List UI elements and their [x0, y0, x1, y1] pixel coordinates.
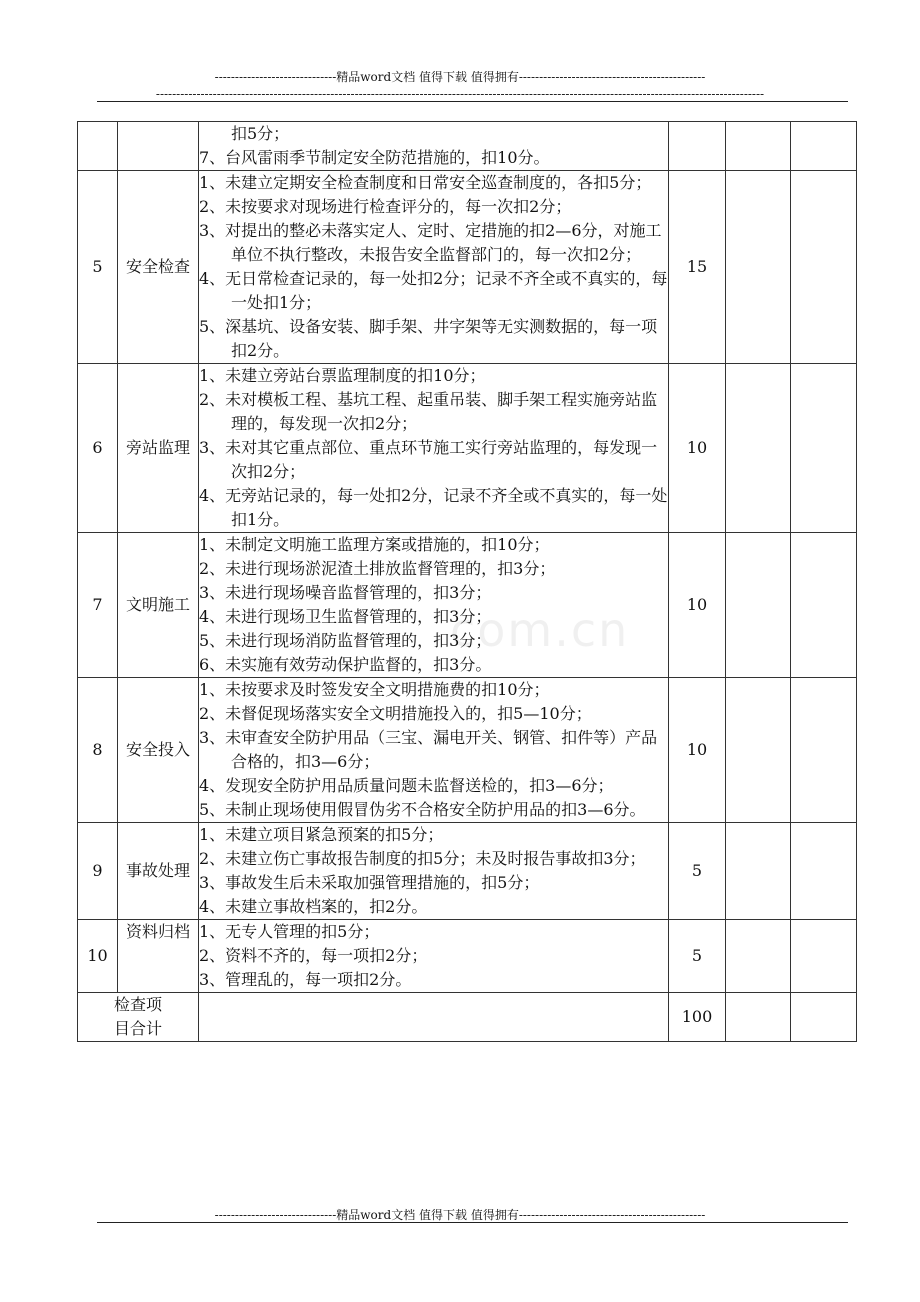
row-item: 资料归档: [118, 920, 199, 993]
row-score: 5: [669, 920, 726, 993]
row-item: 安全投入: [118, 678, 199, 823]
criteria-line: 4、无旁站记录的，每一处扣2分，记录不齐全或不真实的，每一处扣1分。: [199, 486, 668, 529]
blank-cell: [791, 364, 857, 533]
row-item: 安全检查: [118, 171, 199, 364]
blank-cell: [199, 993, 669, 1042]
row-criteria: [199, 122, 669, 171]
row-criteria: [199, 364, 669, 533]
criteria-line: 1、无专人管理的扣5分；: [199, 922, 380, 941]
criteria-line: 4、发现安全防护用品质量问题未监督送检的，扣3—6分；: [199, 776, 614, 795]
criteria-line: 2、未对模板工程、基坑工程、起重吊装、脚手架工程实施旁站监理的，每发现一次扣2分；: [199, 390, 658, 433]
row-number: 9: [78, 823, 118, 920]
criteria-line: 3、未对其它重点部位、重点环节施工实行旁站监理的，每发现一次扣2分；: [199, 438, 658, 481]
row-score: 5: [669, 823, 726, 920]
criteria-line: 3、未进行现场噪音监督管理的，扣3分；: [199, 583, 492, 602]
criteria-line: 3、事故发生后未采取加强管理措施的，扣5分；: [199, 873, 540, 892]
criteria-line: 1、未建立旁站台票监理制度的扣10分；: [199, 366, 486, 385]
row-number: 10: [78, 920, 118, 993]
row-criteria: [199, 678, 669, 823]
row-number: 5: [78, 171, 118, 364]
row-criteria: [199, 920, 669, 993]
criteria-line: 2、未督促现场落实安全文明措施投入的，扣5—10分；: [199, 704, 592, 723]
blank-cell: [726, 993, 791, 1042]
inspection-score-table: [77, 121, 857, 1042]
blank-cell: [791, 533, 857, 678]
table-row: [78, 122, 857, 171]
total-row: [78, 993, 857, 1042]
criteria-line: 扣5分；: [231, 124, 290, 143]
blank-cell: [791, 823, 857, 920]
blank-cell: [726, 533, 791, 678]
criteria-line: 3、管理乱的，每一项扣2分。: [199, 970, 412, 989]
blank-cell: [726, 920, 791, 993]
criteria-line: 5、深基坑、设备安装、脚手架、井字架等无实测数据的，每一项扣2分。: [199, 317, 658, 360]
criteria-line: 2、资料不齐的，每一项扣2分；: [199, 946, 428, 965]
blank-cell: [791, 920, 857, 993]
row-number: 6: [78, 364, 118, 533]
criteria-line: 5、未制止现场使用假冒伪劣不合格安全防护用品的扣3—6分。: [199, 800, 646, 819]
row-criteria: [199, 823, 669, 920]
footer-line-1: ------------------------------精品word文档 值得下载 值得拥有----------------------------------------------: [214, 1208, 706, 1222]
criteria-line: 3、对提出的整必未落实定人、定时、定措施的扣2—6分，对施工单位不执行整改，未报告安全监督部门的，每一次扣2分；: [199, 221, 662, 264]
table-row: [78, 823, 857, 920]
criteria-line: 2、未进行现场淤泥渣土排放监督管理的，扣3分；: [199, 559, 556, 578]
row-item: [118, 122, 199, 171]
row-item: 旁站监理: [118, 364, 199, 533]
blank-cell: [726, 122, 791, 171]
criteria-line: 7、台风雷雨季节制定安全防范措施的，扣10分。: [199, 148, 550, 167]
row-number: 7: [78, 533, 118, 678]
criteria-line: 5、未进行现场消防监督管理的，扣3分；: [199, 631, 492, 650]
row-score: 10: [669, 364, 726, 533]
blank-cell: [726, 364, 791, 533]
blank-cell: [791, 122, 857, 171]
row-item: 事故处理: [118, 823, 199, 920]
row-score: 15: [669, 171, 726, 364]
blank-cell: [791, 678, 857, 823]
footer-rule: [97, 1222, 848, 1223]
blank-cell: [726, 678, 791, 823]
row-score: 10: [669, 678, 726, 823]
blank-cell: [791, 171, 857, 364]
row-score: 10: [669, 533, 726, 678]
criteria-line: 1、未建立定期安全检查制度和日常安全巡查制度的，各扣5分；: [199, 173, 652, 192]
row-score: [669, 122, 726, 171]
row-item: 文明施工: [118, 533, 199, 678]
criteria-line: 1、未建立项目紧急预案的扣5分；: [199, 825, 444, 844]
criteria-line: 3、未审查安全防护用品（三宝、漏电开关、钢管、扣件等）产品合格的，扣3—6分；: [199, 728, 658, 771]
table-row: [78, 171, 857, 364]
watermark: com.cn: [450, 603, 630, 657]
criteria-line: 4、未建立事故档案的，扣2分。: [199, 897, 428, 916]
criteria-line: 4、未进行现场卫生监督管理的，扣3分；: [199, 607, 492, 626]
header-line-2: ------------------------------------------------------------------------------------------------------------------------------------------------------: [155, 87, 765, 101]
criteria-line: 2、未按要求对现场进行检查评分的，每一次扣2分；: [199, 197, 572, 216]
header-line-1: ------------------------------精品word文档 值得下载 值得拥有----------------------------------------------: [214, 70, 706, 84]
total-score: 100: [669, 993, 726, 1042]
table-row: [78, 920, 857, 993]
table-row: [78, 678, 857, 823]
blank-cell: [726, 171, 791, 364]
criteria-line: 1、未制定文明施工监理方案或措施的，扣10分；: [199, 535, 550, 554]
header-rule: [97, 101, 848, 102]
criteria-line: 6、未实施有效劳动保护监督的，扣3分。: [199, 655, 492, 674]
blank-cell: [726, 823, 791, 920]
row-number: 8: [78, 678, 118, 823]
row-criteria: [199, 171, 669, 364]
blank-cell: [791, 993, 857, 1042]
row-number: [78, 122, 118, 171]
criteria-line: 1、未按要求及时签发安全文明措施费的扣10分；: [199, 680, 550, 699]
criteria-line: 4、无日常检查记录的，每一处扣2分；记录不齐全或不真实的，每一处扣1分；: [199, 269, 668, 312]
table-row: [78, 364, 857, 533]
criteria-line: 2、未建立伤亡事故报告制度的扣5分；未及时报告事故扣3分；: [199, 849, 646, 868]
total-label: 检查项目合计: [78, 993, 199, 1042]
